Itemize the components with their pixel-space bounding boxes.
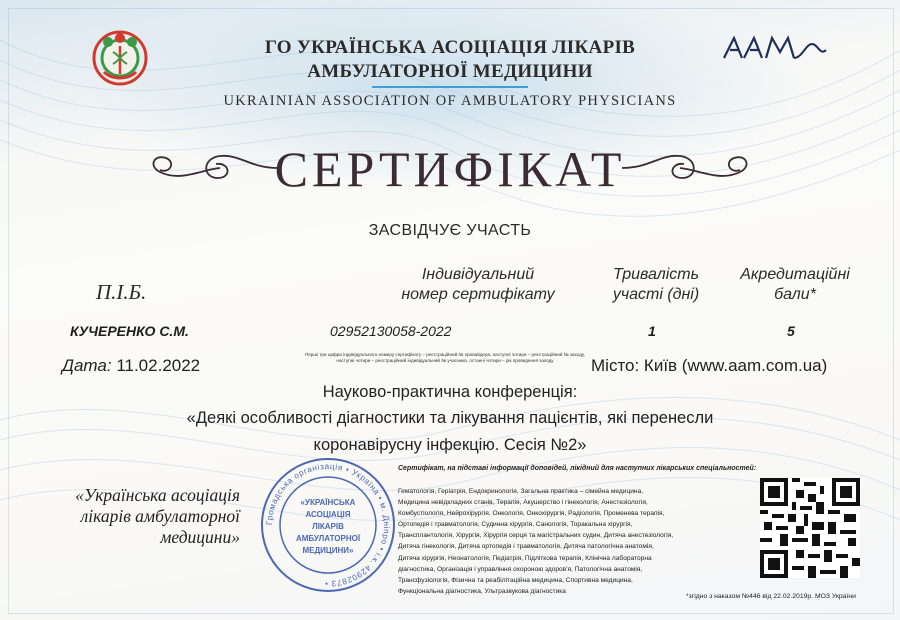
qr-code-icon[interactable] (760, 478, 860, 578)
city-and-website: Місто: Київ (www.aam.com.ua) (591, 356, 828, 375)
specialty-line: Ортопедія і травматологія, Судинна хірургія, Санологія, Торакальна хірургія, (398, 521, 633, 529)
issuer-line3: медицини» (160, 527, 240, 547)
stamp-center-line2: АСОЦІАЦІЯ (305, 510, 351, 519)
issuer-line1: «Українська асоціація (75, 485, 240, 505)
official-stamp (258, 455, 398, 595)
organization-name-line2: АМБУЛАТОРНОЇ МЕДИЦИНИ (307, 61, 593, 82)
date (62, 356, 200, 376)
stamp-center-line1: «УКРАЇНСЬКА (300, 498, 356, 507)
specialty-line: Функціональна діагностика, Ультразвукова діагностика (398, 587, 566, 595)
certificate-title: СЕРТИФІКАТ (274, 141, 626, 197)
duration-days: 1 (648, 323, 656, 339)
conference-type: Науково-практична конференція: (322, 383, 578, 401)
organization-name-english: UKRAINIAN ASSOCIATION OF AMBULATORY PHYSICIANS (223, 93, 677, 109)
specialty-line: діагностика, Організація і управління охороною здоров'я, Патологічна анатомія, (398, 565, 643, 573)
certificate-number-note: Перші три цифри індивідуального номеру сертифікату – реєстраційний № провайдера, наступні чотири – реєстраційний № заходу, наступні чотири – реєстраційний індивідуальний № учасника, останні чотири – рік проведення заходу (304, 352, 586, 363)
stamp-center-line4: АМБУЛАТОРНОЇ (295, 534, 361, 543)
stamp-center-line3: ЛІКАРІВ (312, 522, 344, 531)
specialty-line: Медицина невідкладних станів, Терапія, Акушерство і гінекологія, Анестезіологія, (398, 499, 648, 507)
accreditation-points: 5 (787, 323, 795, 339)
specialty-line: Трансплантологія, Хірургія, Хірургія серця та магістральних судин, Дитяча анестезіологія, (398, 532, 674, 540)
column-header-duration-line1: Тривалість (612, 266, 700, 283)
column-header-points-line2: бали* (774, 286, 816, 303)
date-value: 11.02.2022 (116, 356, 201, 375)
specialty-line: Комбустіологія, Нейрохірургія, Онкологія, Онкохірургія, Радіологія, Променева терапія, (398, 510, 665, 518)
specialty-line: Дитяча гінекологія, Дитяча ортопедія і травматологія, Дитяча патологічна анатомія, (398, 543, 654, 551)
conference-title-line1: «Деякі особливості діагностики та лікування пацієнтів, які перенесли (186, 409, 714, 427)
participant-name: КУЧЕРЕНКО С.М. (70, 323, 189, 339)
organization-name-line1: ГО УКРАЇНСЬКА АСОЦІАЦІЯ ЛІКАРІВ (264, 37, 636, 58)
column-header-number-line2: номер сертифікату (401, 286, 555, 303)
column-header-points (740, 265, 850, 305)
specialties-list (398, 486, 733, 597)
aam-logo-icon (722, 34, 832, 62)
participation-statement: ЗАСВІДЧУЄ УЧАСТЬ (368, 222, 532, 239)
column-header-number (378, 265, 578, 305)
column-header-duration (596, 265, 716, 305)
stamp-ring-text: Громадська організація • Україна • м. Дніпро • і.к. 42902873 • (264, 461, 392, 589)
conference-title-line2: коронавірусну інфекцію. Сесія №2» (313, 436, 587, 454)
specialty-line: Дитяча хірургія, Неонатологія, Педіатрія, Підліткова терапія, Клінічна лабораторна (398, 554, 652, 562)
footnote: *згідно з наказом №446 від 22.02.2019р. МОЗ України (686, 593, 856, 600)
specialty-line: Трансфузіологія, Фізична та реабілітаційна медицина, Спортивна медицина, (398, 576, 633, 584)
column-header-number-line1: Індивідуальний (421, 266, 535, 283)
stamp-center-line5: МЕДИЦИНИ» (302, 546, 354, 555)
date-label: Дата: (62, 356, 112, 375)
issuer-signature (30, 485, 240, 548)
certificate-number: 02952130058-2022 (330, 323, 452, 339)
column-header-duration-line2: участі (дні) (612, 286, 700, 303)
header-divider (372, 86, 528, 88)
column-header-name: П.І.Б. (96, 280, 147, 304)
association-logo-icon (86, 28, 154, 88)
column-header-points-line1: Акредитаційні (740, 266, 850, 283)
specialty-line: Гематологія, Геріатрія, Ендокринологія, Загальна практика – сімейна медицина, (398, 488, 644, 495)
specialties-title: Сертифікат, на підставі інформації доповідей, лікідний для наступних лікарських спеціальностей: (398, 465, 757, 472)
issuer-line2: лікарів амбулаторної (80, 506, 240, 526)
